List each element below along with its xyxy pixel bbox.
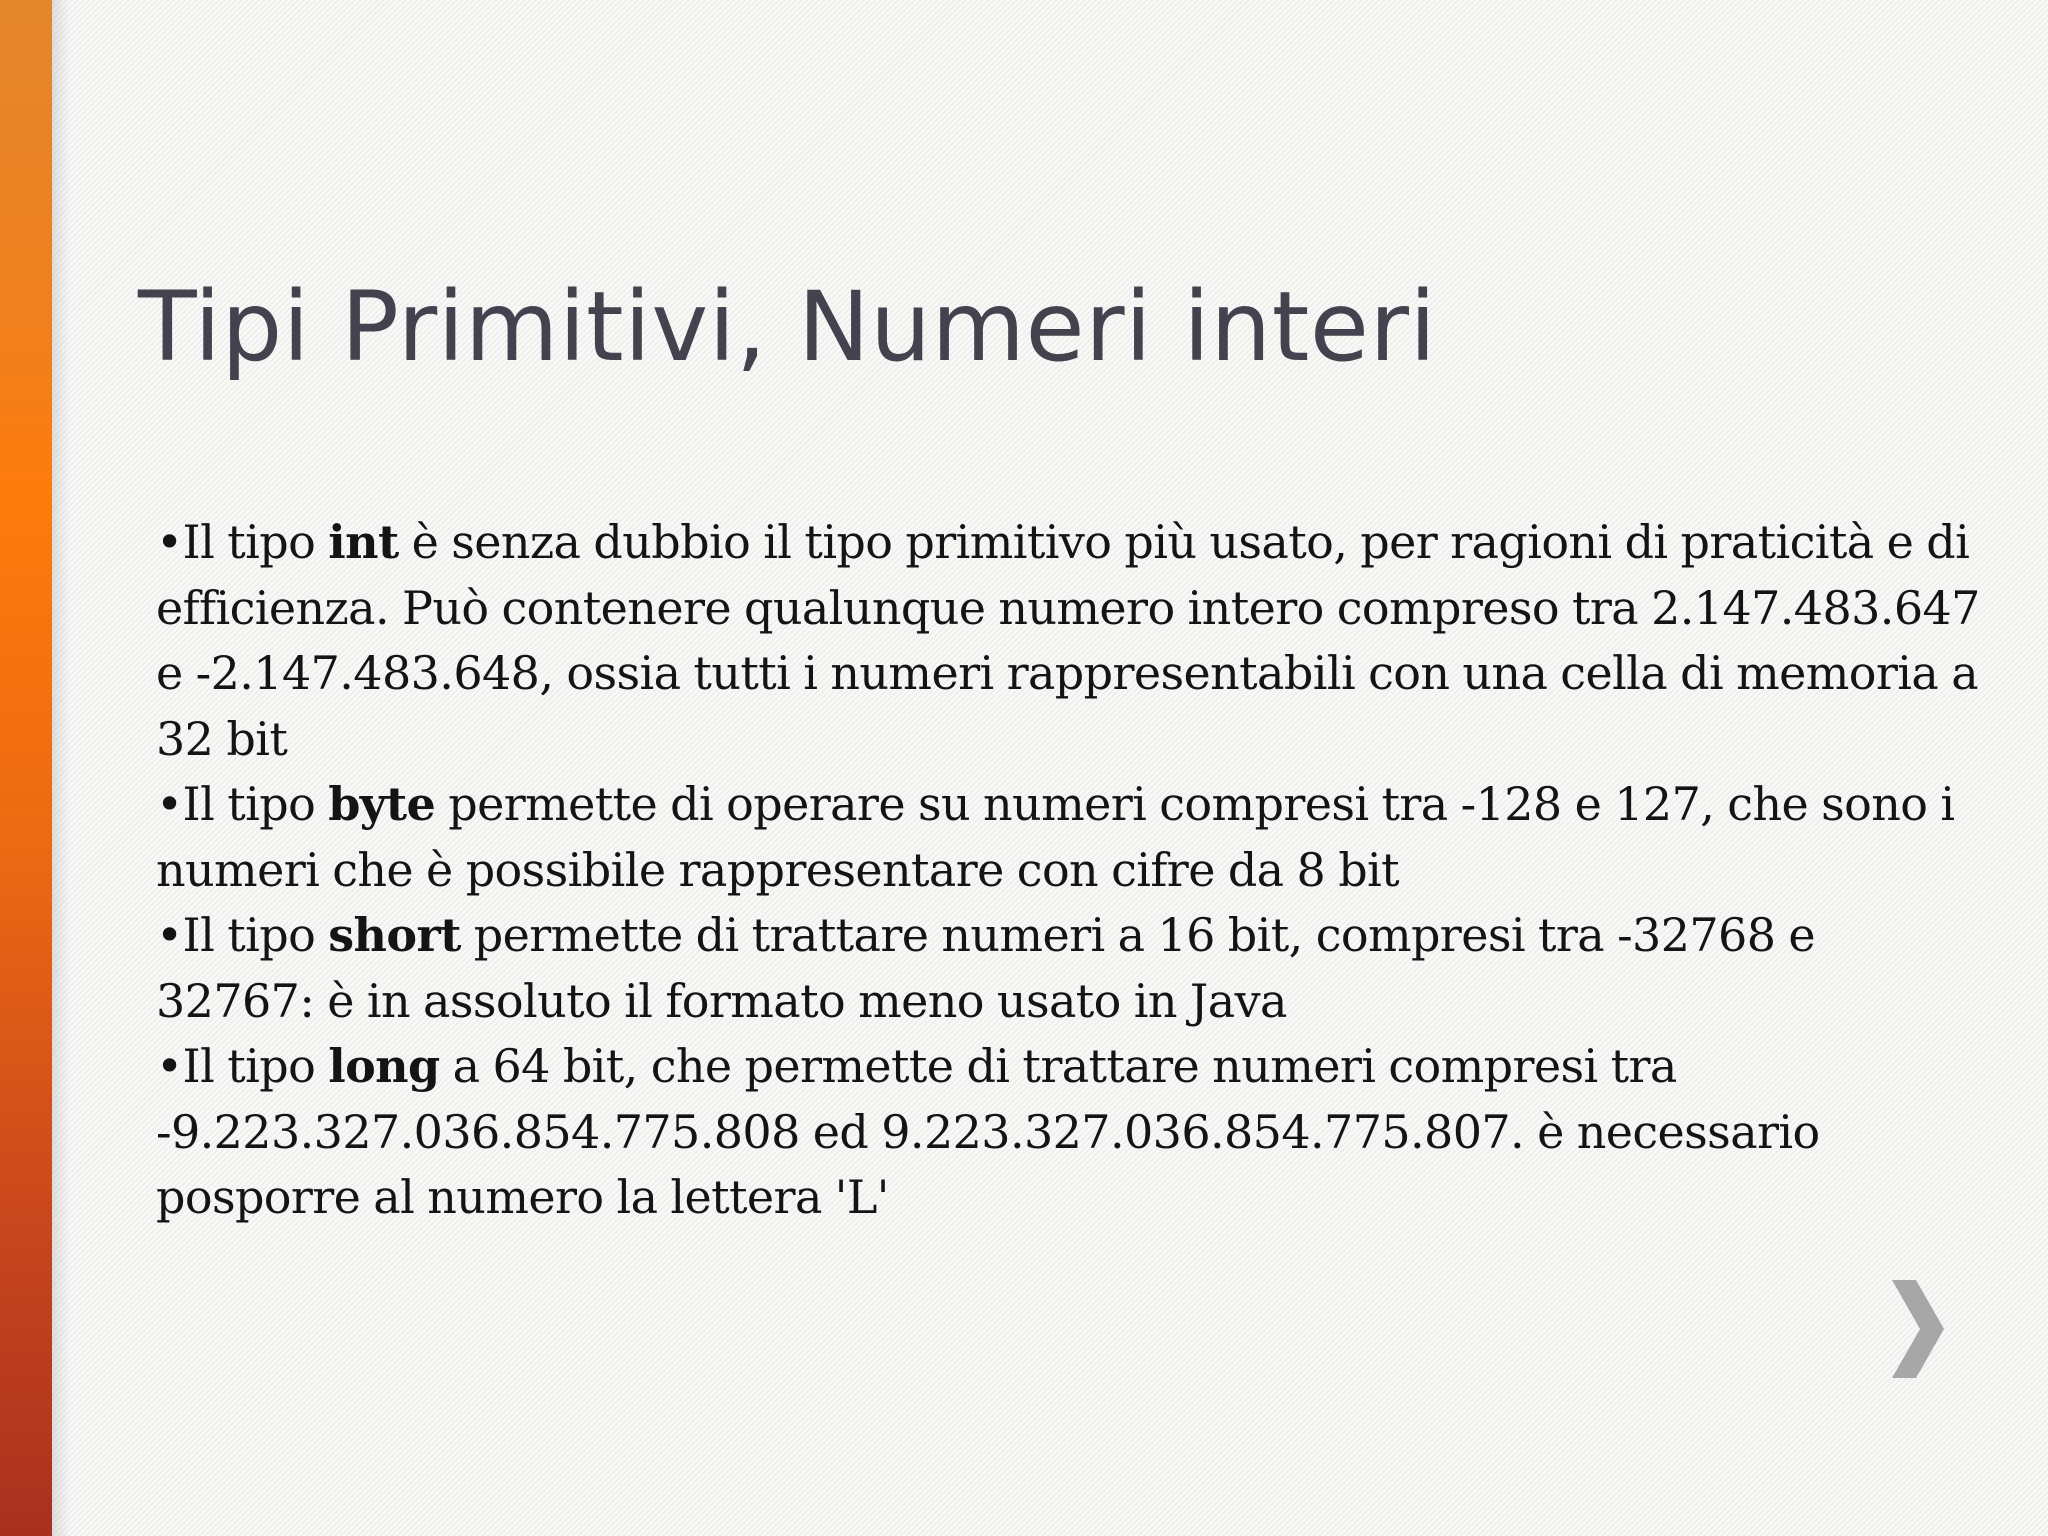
bullet-text-rest: a 64 bit, che permette di trattare numeri compresi tra -9.223.327.036.854.775.808 ed 9.223.327.036.854.775.807. è necessario posporre al numero la lettera 'L' <box>156 1039 1820 1224</box>
bullet-text-start: Il tipo <box>182 777 329 831</box>
chevron-right-icon[interactable] <box>1888 1278 1948 1380</box>
bullet-text-rest: è senza dubbio il tipo primitivo più usato, per ragioni di praticità e di efficienza. Può contenere qualunque numero intero compreso tra 2.147.483.647 e -2.147.483.648, ossia tutti i numeri rappresentabili con una cella di memoria a 32 bit <box>156 515 1980 766</box>
slide-title: Tipi Primitivi, Numeri interi <box>138 271 1437 383</box>
bullet-keyword: long <box>328 1039 440 1093</box>
bullet-keyword: byte <box>328 777 436 831</box>
bullet-text-start: Il tipo <box>182 908 329 962</box>
bullet-item-short <box>156 903 1986 1034</box>
accent-side-bar-shadow <box>52 0 70 1536</box>
bullet-text-start: Il tipo <box>182 1039 329 1093</box>
bullet-text-rest: permette di operare su numeri compresi tra -128 e 127, che sono i numeri che è possibile rappresentare con cifre da 8 bit <box>156 777 1955 897</box>
bullet-list <box>156 510 1986 1231</box>
bullet-item-long <box>156 1034 1986 1231</box>
bullet-marker: • <box>156 777 183 831</box>
bullet-keyword: int <box>328 515 399 569</box>
bullet-marker: • <box>156 515 183 569</box>
accent-side-bar <box>0 0 52 1536</box>
bullet-marker: • <box>156 1039 183 1093</box>
bullet-text-rest: permette di trattare numeri a 16 bit, compresi tra -32768 e 32767: è in assoluto il formato meno usato in Java <box>156 908 1816 1028</box>
bullet-keyword: short <box>328 908 461 962</box>
bullet-item-int <box>156 510 1986 772</box>
bullet-marker: • <box>156 908 183 962</box>
bullet-text-start: Il tipo <box>182 515 329 569</box>
bullet-item-byte <box>156 772 1986 903</box>
